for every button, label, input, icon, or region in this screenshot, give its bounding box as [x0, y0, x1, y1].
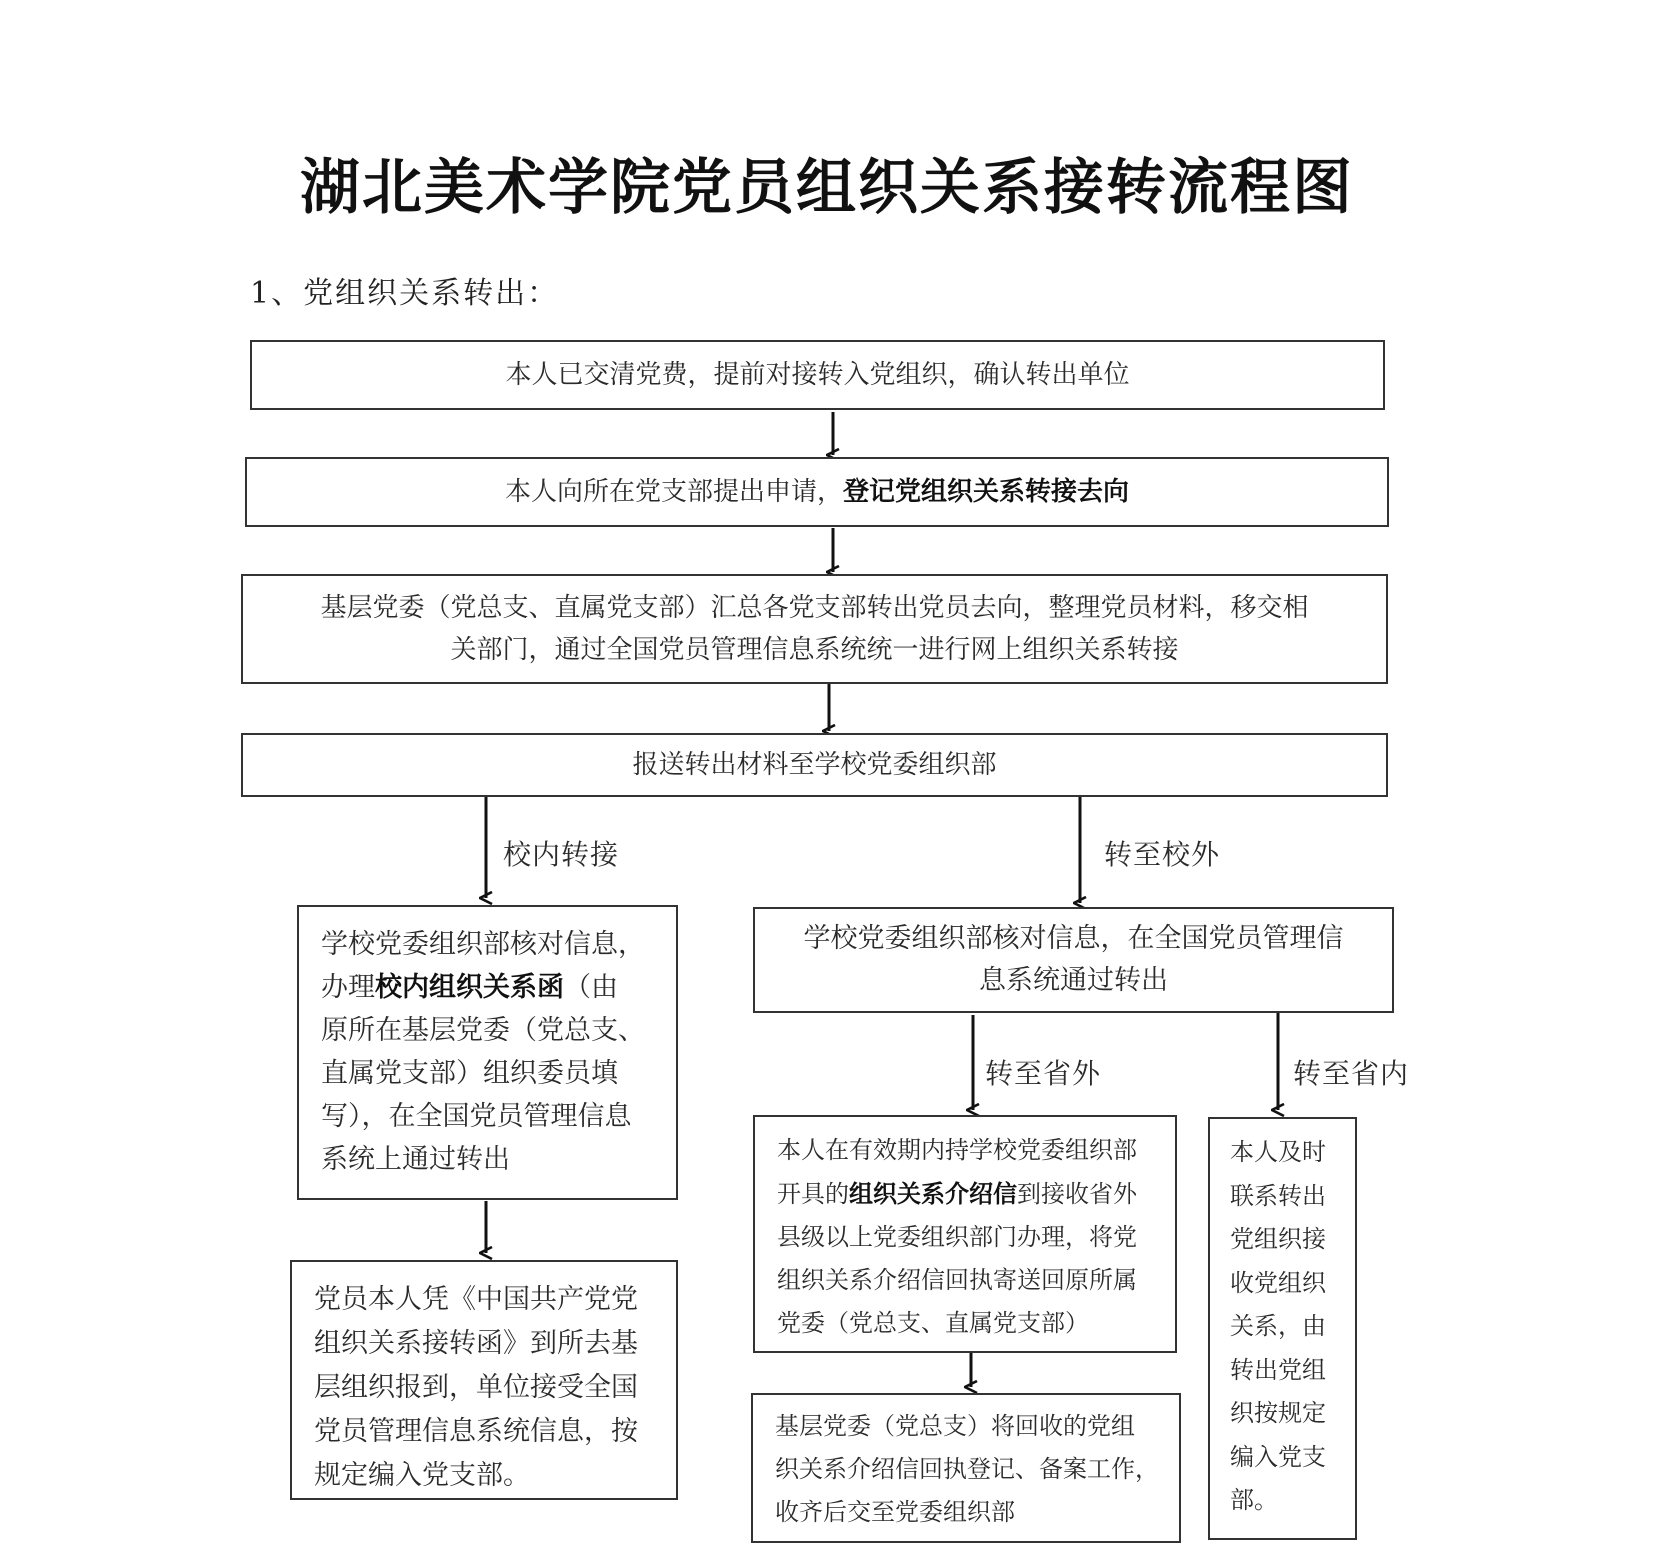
internal-box-1 [297, 905, 678, 1200]
internal-box-1-line-1: 学校党委组织部核对信息， [321, 929, 645, 960]
external-box-1-line-2: 息系统通过转出 [979, 965, 1168, 996]
out-province-box-1-line-1: 本人在有效期内持学校党委组织部 [777, 1136, 1137, 1164]
label-out-province: 转至省外 [985, 1057, 1102, 1090]
internal-box-2-line-1: 党员本人凭《中国共产党党 [314, 1284, 638, 1315]
step-2-plain: 本人向所在党支部提出申请， [504, 477, 843, 507]
label-external: 转至校外 [1104, 838, 1221, 871]
step-1-box [250, 340, 1385, 410]
out-province-box-1-line-2: 开具的组织关系介绍信到接收省外 [777, 1179, 1137, 1208]
internal-box-2-line-5: 规定编入党支部。 [314, 1460, 530, 1491]
label-in-province: 转至省内 [1293, 1057, 1410, 1090]
internal-box-1-line-3: 原所在基层党委（党总支、 [321, 1015, 645, 1046]
internal-box-1-line-6: 系统上通过转出 [321, 1144, 510, 1175]
external-box-1-line-1: 学校党委组织部核对信息，在全国党员管理信 [803, 923, 1344, 954]
in-province-line-1: 本人及时 [1230, 1138, 1326, 1166]
out-province-box-2-line-2: 织关系介绍信回执登记、备案工作， [775, 1455, 1159, 1483]
step-3-box [241, 574, 1388, 684]
in-province-box [1208, 1117, 1357, 1540]
internal-box-2-line-4: 党员管理信息系统信息，按 [314, 1416, 638, 1447]
internal-box-1-line-2: 办理校内组织关系函（由 [321, 972, 618, 1003]
internal-box-1-line-5: 写），在全国党员管理信息 [321, 1101, 632, 1132]
step-3-line-2: 关部门，通过全国党员管理信息系统统一进行网上组织关系转接 [450, 635, 1179, 665]
in-province-line-2: 联系转出 [1230, 1181, 1326, 1210]
in-province-line-8: 编入党支 [1230, 1442, 1326, 1471]
in-province-line-4: 收党组织 [1230, 1268, 1326, 1297]
internal-box-2-line-2: 组织关系接转函》到所去基 [314, 1328, 638, 1359]
internal-box-2-line-3: 层组织报到，单位接受全国 [314, 1372, 638, 1403]
step-4-box [241, 733, 1388, 797]
step-1-text: 本人已交清党费，提前对接转入党组织，确认转出单位 [505, 360, 1130, 390]
page-title: 湖北美术学院党员组织关系接转流程图 [300, 153, 1354, 223]
in-province-line-5: 关系，由 [1230, 1312, 1326, 1340]
internal-box-1-line-4: 直属党支部）组织委员填 [321, 1058, 618, 1089]
in-province-line-6: 转出党组 [1230, 1355, 1326, 1384]
step-2-text [505, 471, 1129, 513]
section-heading: 1、党组织关系转出： [250, 276, 560, 311]
step-3-line-1: 基层党委（党总支、直属党支部）汇总各党支部转出党员去向，整理党员材料，移交相 [320, 593, 1309, 623]
in-province-line-9: 部。 [1230, 1486, 1278, 1514]
out-province-box-2 [751, 1393, 1181, 1543]
out-province-box-1-line-3: 县级以上党委组织部门办理，将党 [777, 1223, 1137, 1251]
out-province-box-2-line-1: 基层党委（党总支）将回收的党组 [775, 1412, 1135, 1440]
out-province-box-2-line-3: 收齐后交至党委组织部 [775, 1498, 1015, 1526]
label-internal: 校内转接 [503, 838, 620, 871]
step-2-box [245, 457, 1389, 527]
in-province-line-3: 党组织接 [1230, 1225, 1326, 1253]
external-box-1 [753, 907, 1394, 1013]
step-4-text: 报送转出材料至学校党委组织部 [632, 750, 997, 780]
step-2-bold: 登记党组织关系转接去向 [843, 477, 1130, 507]
out-province-box-1 [753, 1115, 1177, 1353]
in-province-line-7: 织按规定 [1230, 1399, 1326, 1427]
out-province-box-1-line-5: 党委（党总支、直属党支部） [777, 1309, 1089, 1337]
out-province-box-1-line-4: 组织关系介绍信回执寄送回原所属 [777, 1266, 1137, 1294]
internal-box-2 [290, 1260, 678, 1500]
